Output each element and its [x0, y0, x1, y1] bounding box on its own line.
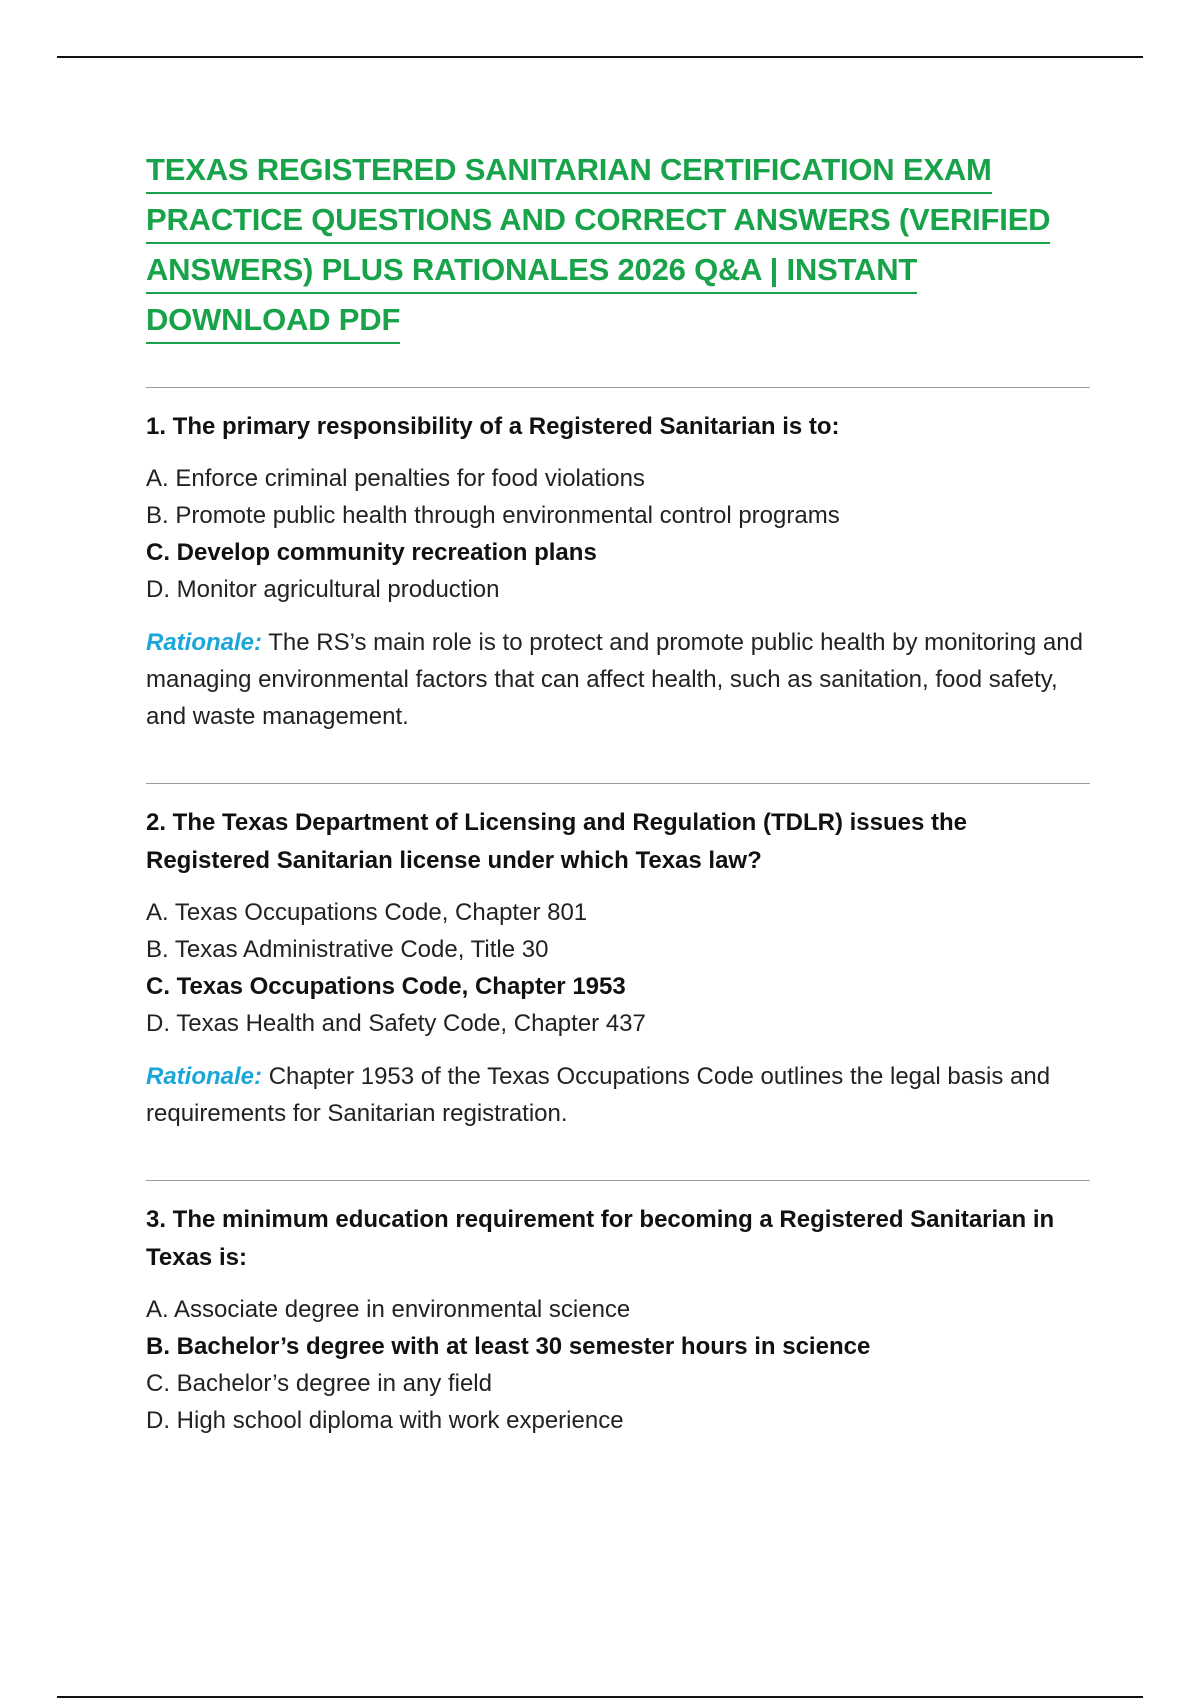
answer-option-d: D. Texas Health and Safety Code, Chapter 437 [146, 1010, 646, 1037]
answer-options [146, 1291, 1090, 1439]
answer-option-c-correct: C. Texas Occupations Code, Chapter 1953 [146, 973, 626, 1000]
answer-option-b-correct: B. Bachelor’s degree with at least 30 semester hours in science [146, 1333, 871, 1360]
answer-option-a: A. Enforce criminal penalties for food violations [146, 465, 645, 492]
document-title-line: TEXAS REGISTERED SANITARIAN CERTIFICATION EXAM [146, 148, 992, 194]
document-body [146, 148, 1090, 1439]
rationale-text: Chapter 1953 of the Texas Occupations Code outlines the legal basis and requirements for Sanitarian registration. [146, 1063, 1051, 1127]
answer-option-c: C. Bachelor’s degree in any field [146, 1370, 492, 1397]
document-title [146, 148, 1090, 344]
answer-option-b: B. Texas Administrative Code, Title 30 [146, 936, 549, 963]
answer-options [146, 894, 1090, 1042]
answer-option-a: A. Associate degree in environmental science [146, 1296, 631, 1323]
section-divider [146, 783, 1090, 784]
question-block-1 [146, 408, 1090, 735]
answer-option-d: D. High school diploma with work experience [146, 1407, 624, 1434]
rationale-paragraph [146, 624, 1090, 735]
section-divider [146, 1180, 1090, 1181]
question-text: 1. The primary responsibility of a Registered Sanitarian is to: [146, 413, 840, 440]
document-title-line: ANSWERS) PLUS RATIONALES 2026 Q&A | INSTANT [146, 248, 917, 294]
document-title-line: DOWNLOAD PDF [146, 298, 400, 344]
answer-options [146, 460, 1090, 608]
page-top-rule [57, 56, 1143, 58]
question-text: 3. The minimum education requirement for becoming a Registered Sanitarian in Texas is: [146, 1206, 1055, 1271]
question-block-3 [146, 1201, 1090, 1439]
section-divider [146, 387, 1090, 388]
rationale-paragraph [146, 1058, 1090, 1132]
question-block-2 [146, 804, 1090, 1132]
answer-option-c-correct: C. Develop community recreation plans [146, 539, 597, 566]
rationale-label: Rationale: [146, 1063, 263, 1090]
rationale-text: The RS’s main role is to protect and promote public health by monitoring and managing environmental factors that can affect health, such as sanitation, food safety, and waste management. [146, 629, 1083, 730]
rationale-label: Rationale: [146, 629, 263, 656]
document-title-line: PRACTICE QUESTIONS AND CORRECT ANSWERS (VERIFIED [146, 198, 1050, 244]
question-text: 2. The Texas Department of Licensing and Regulation (TDLR) issues the Registered Sanitarian license under which Texas law? [146, 809, 968, 874]
answer-option-a: A. Texas Occupations Code, Chapter 801 [146, 899, 588, 926]
answer-option-d: D. Monitor agricultural production [146, 576, 500, 603]
page-bottom-rule [57, 1696, 1143, 1698]
answer-option-b: B. Promote public health through environmental control programs [146, 502, 840, 529]
